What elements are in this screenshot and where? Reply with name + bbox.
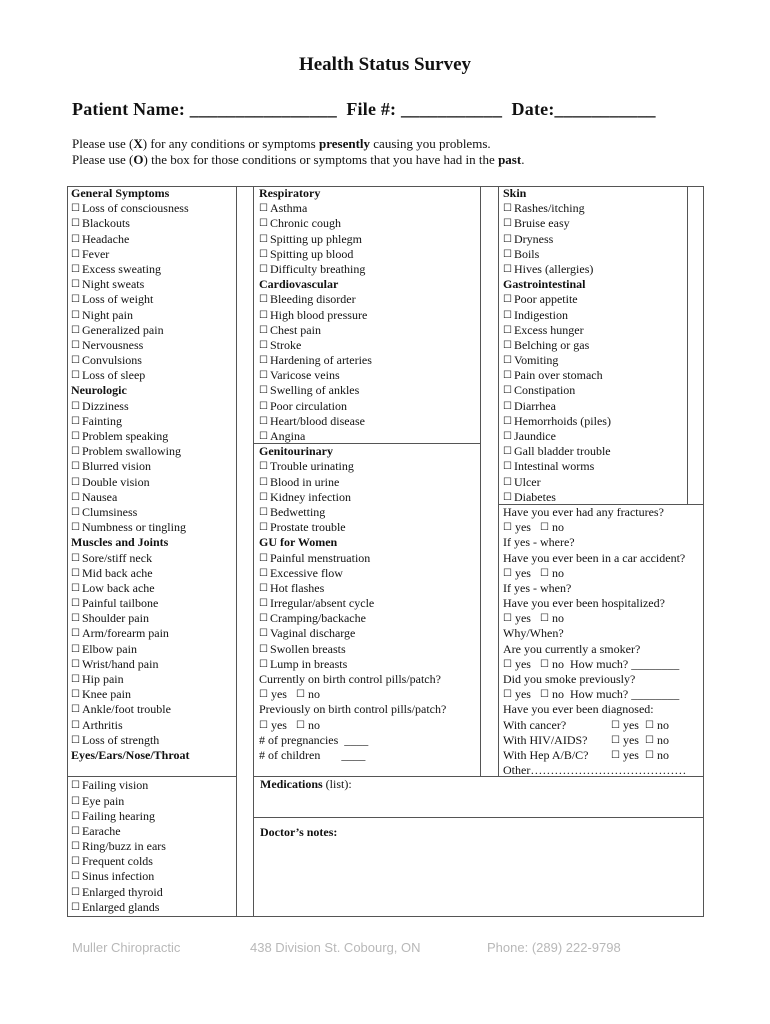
checkbox-item[interactable]: ☐ Loss of weight xyxy=(71,292,189,307)
checkbox-item[interactable]: ☐ Fainting xyxy=(71,414,189,429)
checkbox-item[interactable]: ☐ Night pain xyxy=(71,308,189,323)
checkbox-item[interactable]: ☐ Headache xyxy=(71,232,189,247)
checkbox-item[interactable]: ☐ Swollen breasts xyxy=(259,642,446,657)
checkbox-item[interactable]: ☐ Lump in breasts xyxy=(259,657,446,672)
checkbox-item[interactable]: ☐ Arm/forearm pain xyxy=(71,626,189,641)
checkbox-item[interactable]: ☐ Night sweats xyxy=(71,277,189,292)
section-respiratory: Respiratory xyxy=(259,186,321,200)
diagnosed-question: Have you ever been diagnosed: xyxy=(503,702,654,717)
checkbox-item[interactable]: ☐ Prostate trouble xyxy=(259,520,446,535)
checkbox-item[interactable]: ☐ Vomiting xyxy=(503,353,686,368)
checkbox-item[interactable]: ☐ Kidney infection xyxy=(259,490,446,505)
checkbox-item[interactable]: ☐ Blackouts xyxy=(71,216,189,231)
checkbox-item[interactable]: ☐ Hardening of arteries xyxy=(259,353,446,368)
checkbox-item[interactable]: ☐ Ring/buzz in ears xyxy=(71,839,189,854)
checkbox-item[interactable]: ☐ Painful tailbone xyxy=(71,596,189,611)
checkbox-item[interactable]: ☐ Problem speaking xyxy=(71,429,189,444)
checkbox-item[interactable]: ☐ Earache xyxy=(71,824,189,839)
checkbox-item[interactable]: ☐ Rashes/itching xyxy=(503,201,686,216)
fractures-followup[interactable]: If yes - where? xyxy=(503,535,575,550)
checkbox-item[interactable]: ☐ Low back ache xyxy=(71,581,189,596)
checkbox-item[interactable]: ☐ Heart/blood disease xyxy=(259,414,446,429)
checkbox-item[interactable]: ☐ Shoulder pain xyxy=(71,611,189,626)
checkbox-item[interactable]: ☐ Gall bladder trouble xyxy=(503,444,686,459)
checkbox-item[interactable]: ☐ Loss of strength xyxy=(71,733,189,748)
checkbox-item[interactable]: ☐ Enlarged glands xyxy=(71,900,189,915)
col-divider xyxy=(498,186,499,776)
checkbox-item[interactable]: ☐ Blurred vision xyxy=(71,459,189,474)
checkbox-item[interactable]: ☐ Bruise easy xyxy=(503,216,686,231)
checkbox-item[interactable]: ☐ Intestinal worms xyxy=(503,459,686,474)
checkbox-item[interactable]: ☐ Generalized pain xyxy=(71,323,189,338)
checkbox-item[interactable]: ☐ Convulsions xyxy=(71,353,189,368)
checkbox-item[interactable]: ☐ Diarrhea xyxy=(503,399,686,414)
section-genitourinary: Genitourinary xyxy=(259,444,333,459)
column-general xyxy=(71,186,189,915)
checkbox-item[interactable]: ☐ Problem swallowing xyxy=(71,444,189,459)
section-general-symptoms: General Symptoms xyxy=(71,186,170,200)
checkbox-item[interactable]: ☐ Loss of sleep xyxy=(71,368,189,383)
smoked-previously-options[interactable]: ☐ yes ☐ no How much? ________ xyxy=(503,687,680,702)
column-history xyxy=(503,186,686,778)
checkbox-item[interactable]: ☐ Hives (allergies) xyxy=(503,262,686,277)
checkbox-item[interactable]: ☐ Sore/stiff neck xyxy=(71,551,189,566)
instruction-past: Please use (O) the box for those conditions or symptoms that you have had in the past. xyxy=(72,152,525,167)
checkbox-item[interactable]: ☐ Sinus infection xyxy=(71,869,189,884)
patient-info-line[interactable]: Patient Name: ________________ File #: ___________ Date:___________ xyxy=(72,99,656,119)
checkbox-item[interactable]: ☐ High blood pressure xyxy=(259,308,446,323)
bc-current-question: Currently on birth control pills/patch? xyxy=(259,672,441,686)
checkbox-item[interactable]: ☐ Boils xyxy=(503,247,686,262)
bc-current-options[interactable]: ☐ yes ☐ no xyxy=(259,687,320,702)
checkbox-item[interactable]: ☐ Asthma xyxy=(259,201,446,216)
checkbox-item[interactable]: ☐ Excess hunger xyxy=(503,323,686,338)
accident-followup[interactable]: If yes - when? xyxy=(503,580,572,595)
checkbox-item[interactable]: ☐ Spitting up blood xyxy=(259,247,446,262)
checkbox-item[interactable]: ☐ Chest pain xyxy=(259,323,446,338)
section-neurologic: Neurologic xyxy=(71,383,127,398)
checkbox-item[interactable]: ☐ Cramping/backache xyxy=(259,611,446,626)
col-divider xyxy=(480,186,481,776)
hospitalized-options[interactable]: ☐ yes ☐ no xyxy=(503,611,564,626)
smoker-question: Are you currently a smoker? xyxy=(503,641,641,656)
checkbox-item[interactable]: ☐ Angina xyxy=(259,429,446,444)
medications-field[interactable]: Medications (list): xyxy=(260,777,352,791)
checkbox-item[interactable]: ☐ Indigestion xyxy=(503,308,686,323)
checkbox-item[interactable]: ☐ Hot flashes xyxy=(259,581,446,596)
checkbox-item[interactable]: ☐ Numbness or tingling xyxy=(71,520,189,535)
pregnancies-field[interactable]: # of pregnancies ____ xyxy=(259,732,369,747)
footer-clinic: Muller Chiropractic xyxy=(72,940,181,955)
checkbox-item[interactable]: ☐ Constipation xyxy=(503,383,686,398)
bc-previous-question: Previously on birth control pills/patch? xyxy=(259,702,447,717)
checkbox-item[interactable]: ☐ Elbow pain xyxy=(71,642,189,657)
checkbox-item[interactable]: ☐ Jaundice xyxy=(503,429,686,444)
fractures-options[interactable]: ☐ yes ☐ no xyxy=(503,520,564,535)
checkbox-item[interactable]: ☐ Poor circulation xyxy=(259,399,446,414)
checkbox-item[interactable]: ☐ Varicose veins xyxy=(259,368,446,383)
checkbox-item[interactable]: ☐ Loss of consciousness xyxy=(71,201,189,216)
checkbox-item[interactable]: ☐ Wrist/hand pain xyxy=(71,657,189,672)
col-divider xyxy=(687,186,688,504)
section-gastrointestinal: Gastrointestinal xyxy=(503,277,586,292)
checkbox-item[interactable]: ☐ Blood in urine xyxy=(259,475,446,490)
checkbox-item[interactable]: ☐ Hemorrhoids (piles) xyxy=(503,414,686,429)
section-skin: Skin xyxy=(503,186,527,200)
checkbox-item[interactable]: ☐ Hip pain xyxy=(71,672,189,687)
accident-question: Have you ever been in a car accident? xyxy=(503,550,686,565)
children-field[interactable]: # of children ____ xyxy=(259,747,366,762)
spacer xyxy=(71,763,189,778)
checkbox-item[interactable]: ☐ Frequent colds xyxy=(71,854,189,869)
checkbox-item[interactable]: ☐ Trouble urinating xyxy=(259,459,446,474)
section-cardiovascular: Cardiovascular xyxy=(259,277,339,292)
checkbox-item[interactable]: ☐ Bedwetting xyxy=(259,505,446,520)
checkbox-item[interactable]: ☐ Belching or gas xyxy=(503,338,686,353)
checkbox-item[interactable]: ☐ Irregular/absent cycle xyxy=(259,596,446,611)
instruction-present: Please use (X) for any conditions or symptoms presently causing you problems. xyxy=(72,136,491,151)
checkbox-item[interactable]: ☐ Swelling of ankles xyxy=(259,383,446,398)
checkbox-item[interactable]: ☐ Poor appetite xyxy=(503,292,686,307)
checkbox-item[interactable]: ☐ Vaginal discharge xyxy=(259,626,446,641)
checkbox-item[interactable]: ☐ Failing vision xyxy=(71,778,189,793)
checkbox-item[interactable]: ☐ Ulcer xyxy=(503,475,686,490)
checkbox-item[interactable]: ☐ Nervousness xyxy=(71,338,189,353)
checkbox-item[interactable]: ☐ Fever xyxy=(71,247,189,262)
checkbox-item[interactable]: ☐ Dryness xyxy=(503,232,686,247)
checkbox-item[interactable]: ☐ Difficulty breathing xyxy=(259,262,446,277)
hospitalized-followup[interactable]: Why/When? xyxy=(503,626,564,641)
checkbox-item[interactable]: ☐ Double vision xyxy=(71,475,189,490)
checkbox-item[interactable]: ☐ Spitting up phlegm xyxy=(259,232,446,247)
checkbox-item[interactable]: ☐ Mid back ache xyxy=(71,566,189,581)
row-divider xyxy=(253,817,704,818)
checkbox-item[interactable]: ☐ Stroke xyxy=(259,338,446,353)
smoked-previously-question: Did you smoke previously? xyxy=(503,672,636,686)
checkbox-item[interactable]: ☐ Eye pain xyxy=(71,794,189,809)
footer xyxy=(0,940,770,960)
checkbox-item[interactable]: ☐ Bleeding disorder xyxy=(259,292,446,307)
checkbox-item[interactable]: ☐ Ankle/foot trouble xyxy=(71,702,189,717)
checkbox-item[interactable]: ☐ Excessive flow xyxy=(259,566,446,581)
smoker-options[interactable]: ☐ yes ☐ no How much? ________ xyxy=(503,656,680,671)
section-muscles-joints: Muscles and Joints xyxy=(71,535,169,550)
checkbox-item[interactable]: ☐ Knee pain xyxy=(71,687,189,702)
hospitalized-question: Have you ever been hospitalized? xyxy=(503,596,665,611)
col-divider xyxy=(253,186,254,917)
bc-previous-options[interactable]: ☐ yes ☐ no xyxy=(259,717,320,732)
checkbox-item[interactable]: ☐ Nausea xyxy=(71,490,189,505)
checkbox-item[interactable]: ☐ Chronic cough xyxy=(259,216,446,231)
footer-phone: Phone: (289) 222-9798 xyxy=(487,940,621,955)
checkbox-item[interactable]: ☐ Painful menstruation xyxy=(259,551,446,566)
checkbox-item[interactable]: ☐ Enlarged thyroid xyxy=(71,885,189,900)
col-divider xyxy=(236,186,237,917)
footer-address: 438 Division St. Cobourg, ON xyxy=(250,940,421,955)
checkbox-item[interactable]: ☐ Arthritis xyxy=(71,718,189,733)
checkbox-item[interactable]: ☐ Excess sweating xyxy=(71,262,189,277)
page-title: Health Status Survey xyxy=(298,54,472,75)
cancer-row[interactable]: With cancer? ☐ yes ☐ no xyxy=(503,717,669,732)
hiv-row[interactable]: With HIV/AIDS? ☐ yes ☐ no xyxy=(503,732,669,747)
doctor-notes-field[interactable]: Doctor’s notes: xyxy=(260,825,338,839)
column-systems xyxy=(259,186,446,763)
section-eyes-ears-nose-throat: Eyes/Ears/Nose/Throat xyxy=(71,747,190,762)
fractures-question: Have you ever had any fractures? xyxy=(503,504,664,519)
other-diagnosis[interactable]: Other………………………………… xyxy=(503,763,687,778)
checkbox-item[interactable]: ☐ Clumsiness xyxy=(71,505,189,520)
hep-row[interactable]: With Hep A/B/C? ☐ yes ☐ no xyxy=(503,747,669,762)
checkbox-item[interactable]: ☐ Failing hearing xyxy=(71,809,189,824)
checkbox-item[interactable]: ☐ Dizziness xyxy=(71,399,189,414)
checkbox-item[interactable]: ☐ Diabetes xyxy=(503,490,686,505)
section-gu-women: GU for Women xyxy=(259,535,338,550)
checkbox-item[interactable]: ☐ Pain over stomach xyxy=(503,368,686,383)
accident-options[interactable]: ☐ yes ☐ no xyxy=(503,565,564,580)
